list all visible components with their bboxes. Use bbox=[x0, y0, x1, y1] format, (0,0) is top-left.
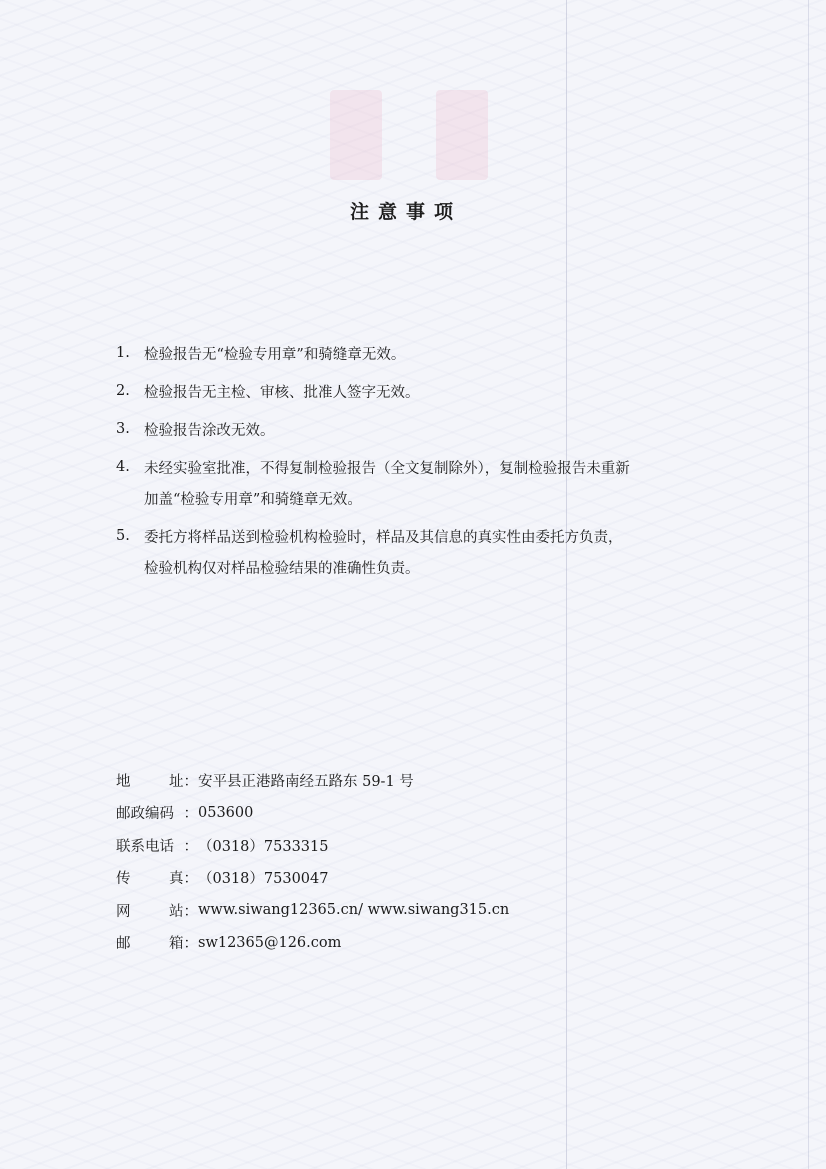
fold-line-edge bbox=[808, 0, 809, 1169]
notice-text bbox=[144, 416, 275, 447]
contact-label bbox=[116, 835, 198, 856]
notice-text bbox=[144, 340, 405, 371]
website-value: www.siwang12365.cn/ www.siwang315.cn bbox=[198, 902, 510, 919]
label-part: 址： bbox=[169, 773, 198, 790]
seal-ghost-left bbox=[330, 90, 382, 180]
label-part: 网 bbox=[116, 903, 131, 920]
contact-phone bbox=[116, 829, 676, 862]
notice-item bbox=[116, 340, 716, 371]
contact-label bbox=[116, 900, 198, 921]
label-part: ： bbox=[183, 806, 198, 823]
notice-line: 委托方将样品送到检验机构检验时，样品及其信息的真实性由委托方负责， bbox=[144, 530, 623, 546]
notice-line: 检验报告无主检、审核、批准人签字无效。 bbox=[144, 385, 420, 401]
label-part: 地 bbox=[116, 773, 131, 790]
label-part: 邮政编码 bbox=[116, 806, 174, 823]
contact-label bbox=[116, 770, 198, 791]
label-part: 真： bbox=[169, 871, 198, 888]
email-value: sw12365@126.com bbox=[198, 934, 342, 951]
notice-line: 加盖“检验专用章”和骑缝章无效。 bbox=[144, 492, 362, 508]
notice-number: 4. bbox=[116, 459, 130, 475]
contact-label bbox=[116, 867, 198, 888]
notice-item bbox=[116, 416, 716, 447]
phone-value: （0318）7533315 bbox=[198, 838, 329, 855]
notice-text bbox=[144, 523, 623, 585]
label-part: 箱： bbox=[169, 936, 198, 953]
notice-text bbox=[144, 378, 420, 409]
notice-list bbox=[116, 340, 716, 592]
notice-number: 1. bbox=[116, 345, 130, 361]
page-title: 注意事项 bbox=[349, 201, 462, 223]
address-value: 安平县正港路南经五路东 59-1 号 bbox=[198, 773, 414, 790]
seal-ghost-right bbox=[436, 90, 488, 180]
contact-block bbox=[116, 764, 676, 959]
contact-fax bbox=[116, 862, 676, 895]
notice-line: 检验报告无“检验专用章”和骑缝章无效。 bbox=[144, 347, 406, 363]
contact-label bbox=[116, 932, 198, 953]
label-part: ： bbox=[183, 838, 198, 855]
postcode-value: 053600 bbox=[198, 804, 254, 821]
notice-line: 未经实验室批准，不得复制检验报告（全文复制除外），复制检验报告未重新 bbox=[144, 461, 630, 477]
notice-text bbox=[144, 454, 630, 516]
notice-item bbox=[116, 523, 716, 585]
label-part: 邮 bbox=[116, 936, 131, 953]
contact-email bbox=[116, 927, 676, 960]
notice-item bbox=[116, 378, 716, 409]
label-part: 联系电话 bbox=[116, 838, 174, 855]
notice-number: 5. bbox=[116, 528, 130, 544]
notice-item bbox=[116, 454, 716, 516]
contact-address bbox=[116, 764, 676, 797]
fax-value: （0318）7530047 bbox=[198, 871, 329, 888]
contact-website bbox=[116, 894, 676, 927]
contact-label bbox=[116, 802, 198, 823]
contact-postcode bbox=[116, 797, 676, 830]
notice-line: 检验报告涂改无效。 bbox=[144, 423, 275, 439]
label-part: 站： bbox=[169, 903, 198, 920]
notice-line: 检验机构仅对样品检验结果的准确性负责。 bbox=[144, 561, 420, 577]
label-part: 传 bbox=[116, 871, 131, 888]
notice-number: 3. bbox=[116, 421, 130, 437]
notice-number: 2. bbox=[116, 383, 130, 399]
